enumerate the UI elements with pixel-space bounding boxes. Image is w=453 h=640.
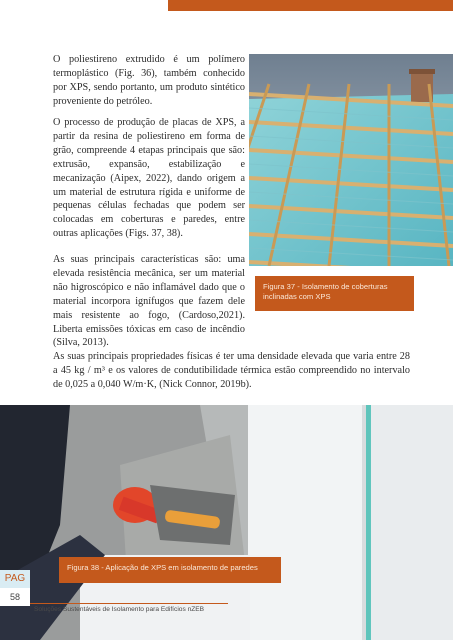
wall-insulation-photo: [0, 405, 453, 640]
footer-divider: [30, 603, 228, 604]
figure-37-caption: Figura 37 - Isolamento de coberturas inclinadas com XPS: [255, 276, 414, 311]
roof-insulation-photo: [249, 54, 453, 266]
page-tag: [0, 570, 30, 606]
page-number: 58: [0, 588, 30, 606]
footer-title: Soluções Sustentáveis de Isolamento para Edifícios nZEB: [34, 606, 205, 613]
paragraph-characteristics: As suas principais características são: uma elevada resistência mecânica, ser um material não higroscópico e não inflamável dado que o material incorpora ignífugos que fazem dele mais resistente ao fogo, (Cardoso,2021). Liberta emissões tóxicas em caso de incêndio (Silva, 2013).: [53, 254, 245, 349]
page-label: PAG: [0, 570, 30, 588]
top-accent-bar: [168, 0, 453, 11]
paragraph-properties: As suas principais propriedades físicas é ter uma densidade elevada que varia entre 28 a 45 kg / m³ e os valores de condutibilidade térmica estão compreendido no intervalo de 0,025 a 0,040 W/m·K, (Nick Connor, 2019b).: [53, 351, 410, 390]
figure-38-caption: Figura 38 - Aplicação de XPS em isolamento de paredes: [59, 557, 281, 583]
paragraph-production: O processo de produção de placas de XPS, a partir da resina de poliestireno em forma de grão, compreende 4 etapas principais que são: extrusão, expansão, estabilização e mecanização (Aipex, 2022), dando origem a um material de estrutura rígida e uniforme de pequenas células fechadas que podem ser colocadas em coberturas e paredes, entre outras aplicações (Figs. 37, 38).: [53, 117, 245, 240]
paragraph-intro: O poliestireno extrudido é um polímero termoplástico (Fig. 36), também conhecido por XPS, sendo portanto, um produto sintético proveniente do petróleo.: [53, 54, 245, 107]
